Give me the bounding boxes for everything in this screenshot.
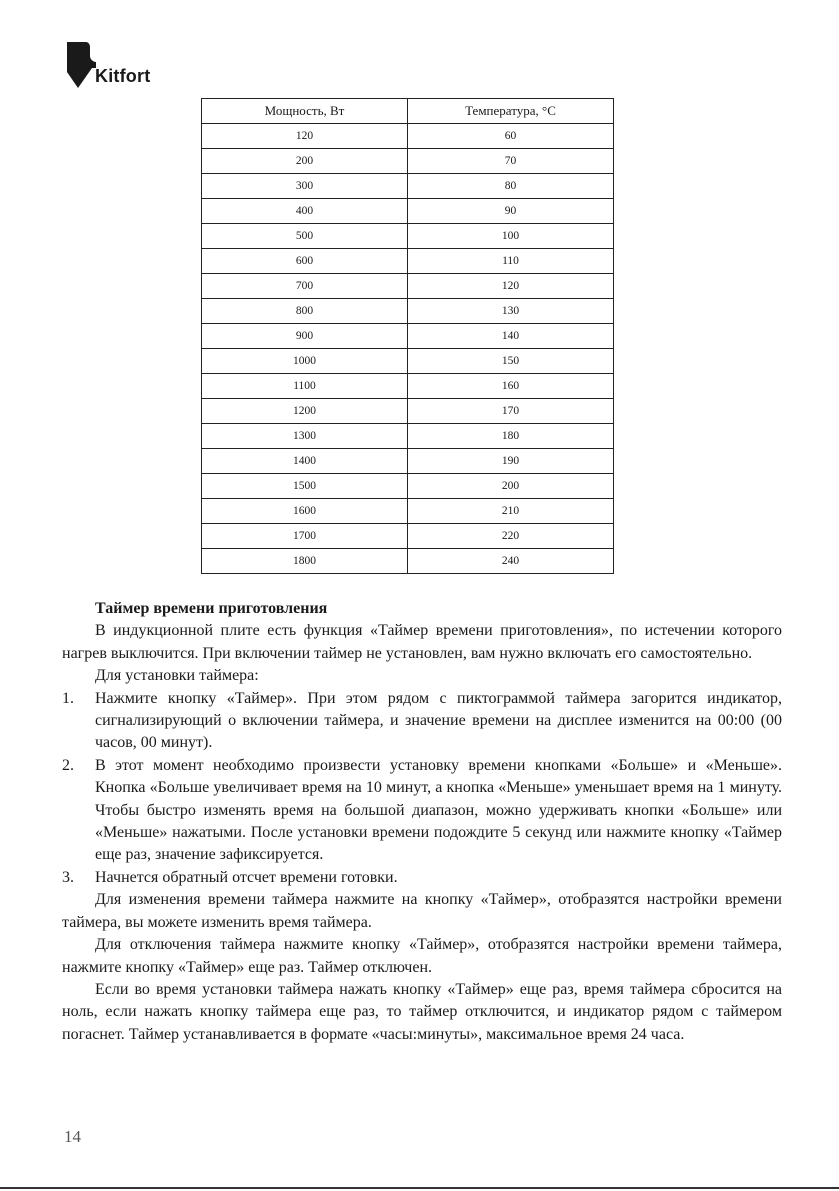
table-row <box>202 299 614 324</box>
temperature-cell: 160 <box>408 374 614 399</box>
temperature-cell: 60 <box>408 124 614 149</box>
setup-steps-list <box>62 688 782 890</box>
temperature-cell: 150 <box>408 349 614 374</box>
power-cell: 1200 <box>202 399 408 424</box>
temperature-cell: 100 <box>408 224 614 249</box>
power-cell: 1600 <box>202 499 408 524</box>
power-cell: 1800 <box>202 549 408 574</box>
table-row <box>202 274 614 299</box>
temperature-cell: 120 <box>408 274 614 299</box>
temperature-cell: 210 <box>408 499 614 524</box>
power-cell: 600 <box>202 249 408 274</box>
power-cell: 1400 <box>202 449 408 474</box>
power-cell: 200 <box>202 149 408 174</box>
temperature-cell: 110 <box>408 249 614 274</box>
section-heading: Таймер времени приготовления <box>95 600 328 617</box>
table-row <box>202 524 614 549</box>
list-item <box>62 688 782 755</box>
table-row <box>202 174 614 199</box>
table-row <box>202 224 614 249</box>
power-cell: 1500 <box>202 474 408 499</box>
power-cell: 300 <box>202 174 408 199</box>
table-row <box>202 399 614 424</box>
reset-timer-paragraph: Если во время установки таймера нажать кнопку «Таймер» еще раз, время таймера сбросится на ноль, если нажать кнопку таймера еще раз, то таймер отключится, и индикатор рядом с таймером погаснет. Таймер устанавливается в формате «часы:минуты», максимальное время 24 часа. <box>62 980 782 1043</box>
step-text: В этот момент необходимо произвести установку времени кнопками «Больше» и «Меньше». Кнопка «Больше увеличивает время на 10 минут, а кнопка «Меньше» уменьшает время на 1 минуту. Чтобы быстро изменять время на большой диапазон, можно удерживать кнопки «Больше» или «Меньше» нажатыми. После установки времени подождите 5 секунд или нажмите кнопку «Таймер еще раз, значение зафиксируется. <box>95 756 782 864</box>
temperature-cell: 170 <box>408 399 614 424</box>
table-row <box>202 474 614 499</box>
step-number: 1. <box>62 689 74 707</box>
change-timer-paragraph: Для изменения времени таймера нажмите на кнопку «Таймер», отобразятся настройки времени таймера, вы можете изменить время таймера. <box>62 891 782 931</box>
power-temperature-table <box>201 98 614 574</box>
table-row <box>202 499 614 524</box>
table-row <box>202 324 614 349</box>
table-row <box>202 424 614 449</box>
temperature-cell: 70 <box>408 149 614 174</box>
power-cell: 1100 <box>202 374 408 399</box>
table-header-row <box>202 99 614 124</box>
header-temperature: Температура, °C <box>408 99 614 124</box>
power-cell: 800 <box>202 299 408 324</box>
temperature-cell: 190 <box>408 449 614 474</box>
power-cell: 400 <box>202 199 408 224</box>
table-row <box>202 549 614 574</box>
temperature-cell: 130 <box>408 299 614 324</box>
table-row <box>202 124 614 149</box>
table-row <box>202 249 614 274</box>
table-row <box>202 199 614 224</box>
power-cell: 120 <box>202 124 408 149</box>
page-bottom-divider <box>0 1187 839 1189</box>
table-row <box>202 449 614 474</box>
temperature-cell: 240 <box>408 549 614 574</box>
table-row <box>202 374 614 399</box>
temperature-cell: 140 <box>408 324 614 349</box>
power-cell: 1700 <box>202 524 408 549</box>
temperature-cell: 180 <box>408 424 614 449</box>
list-item <box>62 755 782 867</box>
temperature-cell: 200 <box>408 474 614 499</box>
temperature-cell: 80 <box>408 174 614 199</box>
temperature-cell: 90 <box>408 199 614 224</box>
step-number: 2. <box>62 756 74 774</box>
table-row <box>202 349 614 374</box>
power-cell: 1000 <box>202 349 408 374</box>
temperature-cell: 220 <box>408 524 614 549</box>
power-cell: 1300 <box>202 424 408 449</box>
page-number: 14 <box>64 1127 81 1146</box>
timer-section <box>62 598 782 1046</box>
setup-label: Для установки таймера: <box>95 667 259 685</box>
power-cell: 700 <box>202 274 408 299</box>
disable-timer-paragraph: Для отключения таймера нажмите кнопку «Таймер», отобразятся настройки времени таймера, нажмите кнопку «Таймер» еще раз. Таймер отключен. <box>62 936 782 976</box>
header-power: Мощность, Вт <box>202 99 408 124</box>
power-cell: 500 <box>202 224 408 249</box>
step-text: Нажмите кнопку «Таймер». При этом рядом с пиктограммой таймера загорится индикатор, сигнализирующий о включении таймера, и значение времени на дисплее изменится на 00:00 (00 часов, 00 минут). <box>95 689 782 752</box>
step-number: 3. <box>62 868 74 886</box>
power-cell: 900 <box>202 324 408 349</box>
intro-paragraph: В индукционной плите есть функция «Таймер времени приготовления», по истечении которого нагрев выключится. При включении таймер не установлен, вам нужно включать его самостоятельно. <box>62 622 782 662</box>
table-row <box>202 149 614 174</box>
brand-name: Kitfort <box>95 66 151 86</box>
list-item <box>62 867 782 889</box>
step-text: Начнется обратный отсчет времени готовки. <box>95 868 398 886</box>
table-body <box>202 124 614 574</box>
